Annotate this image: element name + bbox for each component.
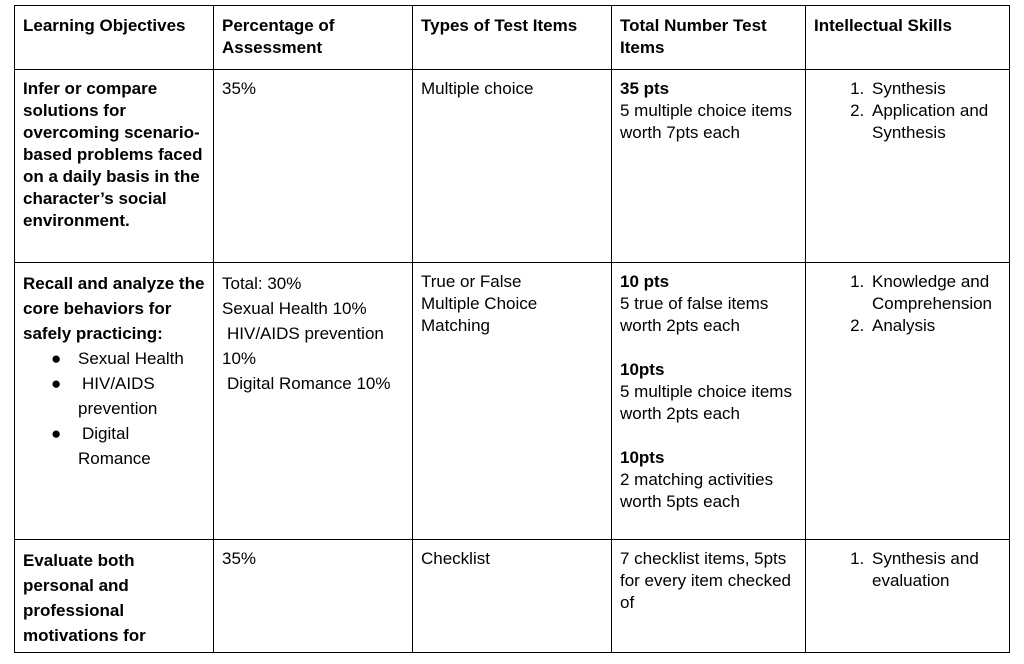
total-points: 10 pts <box>620 272 670 291</box>
skills-cell <box>806 540 1010 653</box>
objective-list <box>23 346 206 471</box>
percentage-cell: 35% <box>214 70 413 263</box>
table-row <box>15 70 1010 263</box>
total-points: 10pts <box>620 360 665 379</box>
header-total: Total Number Test Items <box>612 6 806 70</box>
bullet-icon: ● <box>51 424 62 443</box>
skills-cell <box>806 263 1010 540</box>
skill-item: 2. Application and Synthesis <box>869 100 1002 144</box>
objective-cell: Evaluate both personal and professional motivations for <box>15 540 214 653</box>
skills-cell <box>806 70 1010 263</box>
percentage-cell: Total: 30% Sexual Health 10% HIV/AIDS prevention 10% Digital Romance 10% <box>214 263 413 540</box>
total-cell <box>612 263 806 540</box>
list-item: ● HIV/AIDS prevention <box>78 371 206 421</box>
objective-text: Recall and analyze the core behaviors for safely practicing: <box>23 274 205 343</box>
skills-list <box>814 548 1002 592</box>
skills-list <box>814 271 1002 337</box>
total-description: 5 true of false items worth 2pts each <box>620 294 769 335</box>
header-learning-objectives: Learning Objectives <box>15 6 214 70</box>
table-row <box>15 540 1010 653</box>
skills-list <box>814 78 1002 144</box>
assessment-table <box>14 5 1010 653</box>
skill-item: 1. Synthesis <box>869 78 1002 100</box>
types-cell: Multiple choice <box>413 70 612 263</box>
total-cell: 7 checklist items, 5pts for every item checked of <box>612 540 806 653</box>
header-percentage: Percentage of Assessment <box>214 6 413 70</box>
header-skills: Intellectual Skills <box>806 6 1010 70</box>
objective-cell: Infer or compare solutions for overcoming scenario-based problems faced on a daily basis in the character’s social environment. <box>15 70 214 263</box>
table-header-row <box>15 6 1010 70</box>
total-cell <box>612 70 806 263</box>
types-cell: True or False Multiple Choice Matching <box>413 263 612 540</box>
skill-item: 1. Synthesis and evaluation <box>869 548 1002 592</box>
total-points: 10pts <box>620 448 665 467</box>
total-description: 2 matching activities worth 5pts each <box>620 470 774 511</box>
header-types: Types of Test Items <box>413 6 612 70</box>
list-item: ● Sexual Health <box>78 346 206 371</box>
list-item: ● Digital Romance <box>78 421 206 471</box>
skill-item: 2. Analysis <box>869 315 1002 337</box>
objective-cell <box>15 263 214 540</box>
total-description: 5 multiple choice items worth 7pts each <box>620 101 792 142</box>
total-description: 5 multiple choice items worth 2pts each <box>620 382 792 423</box>
types-cell: Checklist <box>413 540 612 653</box>
table-row <box>15 263 1010 540</box>
percentage-cell: 35% <box>214 540 413 653</box>
skill-item: 1. Knowledge and Comprehension <box>869 271 1002 315</box>
total-points: 35 pts <box>620 79 670 98</box>
bullet-icon: ● <box>51 374 62 393</box>
bullet-icon: ● <box>51 349 62 368</box>
